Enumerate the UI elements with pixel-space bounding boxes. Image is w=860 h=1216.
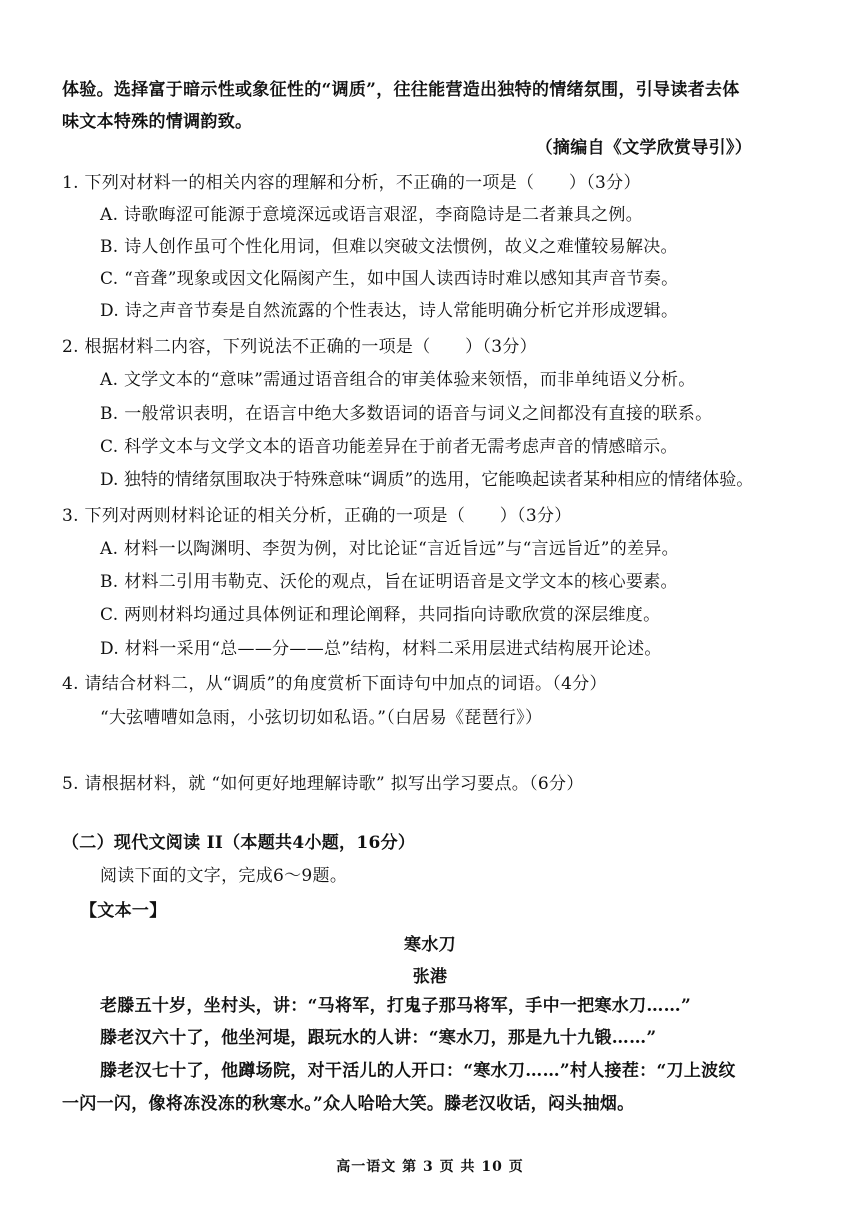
story-paragraph-1: 老滕五十岁，坐村头，讲：“马将军，打鬼子那马将军，手中一把寒水刀……” bbox=[100, 996, 692, 1016]
question-1-option-a: A. 诗歌晦涩可能源于意境深远或语言艰涩，李商隐诗是二者兼具之例。 bbox=[100, 205, 643, 225]
story-paragraph-2: 滕老汉六十了，他坐河堤，跟玩水的人讲：“寒水刀，那是九十九锻……” bbox=[100, 1028, 657, 1048]
intro-line-1: 体验。选择富于暗示性或象征性的“调质”，往往能营造出独特的情绪氛围，引导读者去体 bbox=[62, 80, 740, 100]
question-1-option-b: B. 诗人创作虽可个性化用词，但难以突破文法惯例，故义之难懂较易解决。 bbox=[100, 237, 678, 257]
question-2-stem: 2. 根据材料二内容，下列说法不正确的一项是（ ）（3分） bbox=[62, 337, 537, 357]
question-3-option-a: A. 材料一以陶渊明、李贺为例，对比论证“言近旨远”与“言远旨近”的差异。 bbox=[100, 539, 679, 559]
question-3-stem: 3. 下列对两则材料论证的相关分析，正确的一项是（ ）（3分） bbox=[62, 506, 572, 526]
story-paragraph-3-line-2: 一闪一闪，像将冻没冻的秋寒水。”众人哈哈大笑。滕老汉收话，闷头抽烟。 bbox=[62, 1094, 635, 1114]
page-footer: 高一语文 第 3 页 共 10 页 bbox=[336, 1159, 524, 1175]
story-title: 寒水刀 bbox=[404, 935, 456, 955]
question-1-option-c: C. “音聋”现象或因文化隔阂产生，如中国人读西诗时难以感知其声音节奏。 bbox=[100, 269, 679, 289]
question-1-option-d: D. 诗之声音节奏是自然流露的个性表达，诗人常能明确分析它并形成逻辑。 bbox=[100, 301, 679, 321]
question-2-option-d: D. 独特的情绪氛围取决于特殊意味“调质”的选用，它能唤起读者某种相应的情绪体验。 bbox=[100, 470, 754, 490]
source-citation: （摘编自《文学欣赏导引》） bbox=[535, 138, 752, 158]
question-1-stem: 1. 下列对材料一的相关内容的理解和分析，不正确的一项是（ ）（3分） bbox=[62, 173, 641, 193]
question-5-stem: 5. 请根据材料，就 “如何更好地理解诗歌” 拟写出学习要点。（6分） bbox=[62, 774, 584, 794]
intro-line-2: 味文本特殊的情调韵致。 bbox=[62, 112, 253, 132]
question-3-option-b: B. 材料二引用韦勒克、沃伦的观点，旨在证明语音是文学文本的核心要素。 bbox=[100, 572, 678, 592]
question-3-option-c: C. 两则材料均通过具体例证和理论阐释，共同指向诗歌欣赏的深层维度。 bbox=[100, 605, 661, 625]
story-paragraph-3-line-1: 滕老汉七十了，他蹲场院，对干活儿的人开口：“寒水刀……”村人接茬：“刀上波纹 bbox=[100, 1061, 736, 1081]
text-one-label: 【文本一】 bbox=[80, 901, 167, 921]
question-2-option-c: C. 科学文本与文学文本的语音功能差异在于前者无需考虑声音的情感暗示。 bbox=[100, 437, 678, 457]
question-4-poem-quote: “大弦嘈嘈如急雨，小弦切切如私语。”（白居易《琵琶行》） bbox=[100, 708, 543, 728]
question-3-option-d: D. 材料一采用“总——分——总”结构，材料二采用层进式结构展开论述。 bbox=[100, 639, 662, 659]
section-2-instruction: 阅读下面的文字，完成6～9题。 bbox=[100, 866, 348, 886]
question-2-option-a: A. 文学文本的“意味”需通过语音组合的审美体验来领悟，而非单纯语义分析。 bbox=[100, 370, 696, 390]
question-2-option-b: B. 一般常识表明，在语言中绝大多数语词的语音与词义之间都没有直接的联系。 bbox=[100, 404, 713, 424]
section-2-heading: （二）现代文阅读 II（本题共4小题，16分） bbox=[62, 833, 416, 853]
story-author: 张港 bbox=[412, 967, 448, 987]
question-4-stem: 4. 请结合材料二，从“调质”的角度赏析下面诗句中加点的词语。（4分） bbox=[62, 674, 607, 694]
